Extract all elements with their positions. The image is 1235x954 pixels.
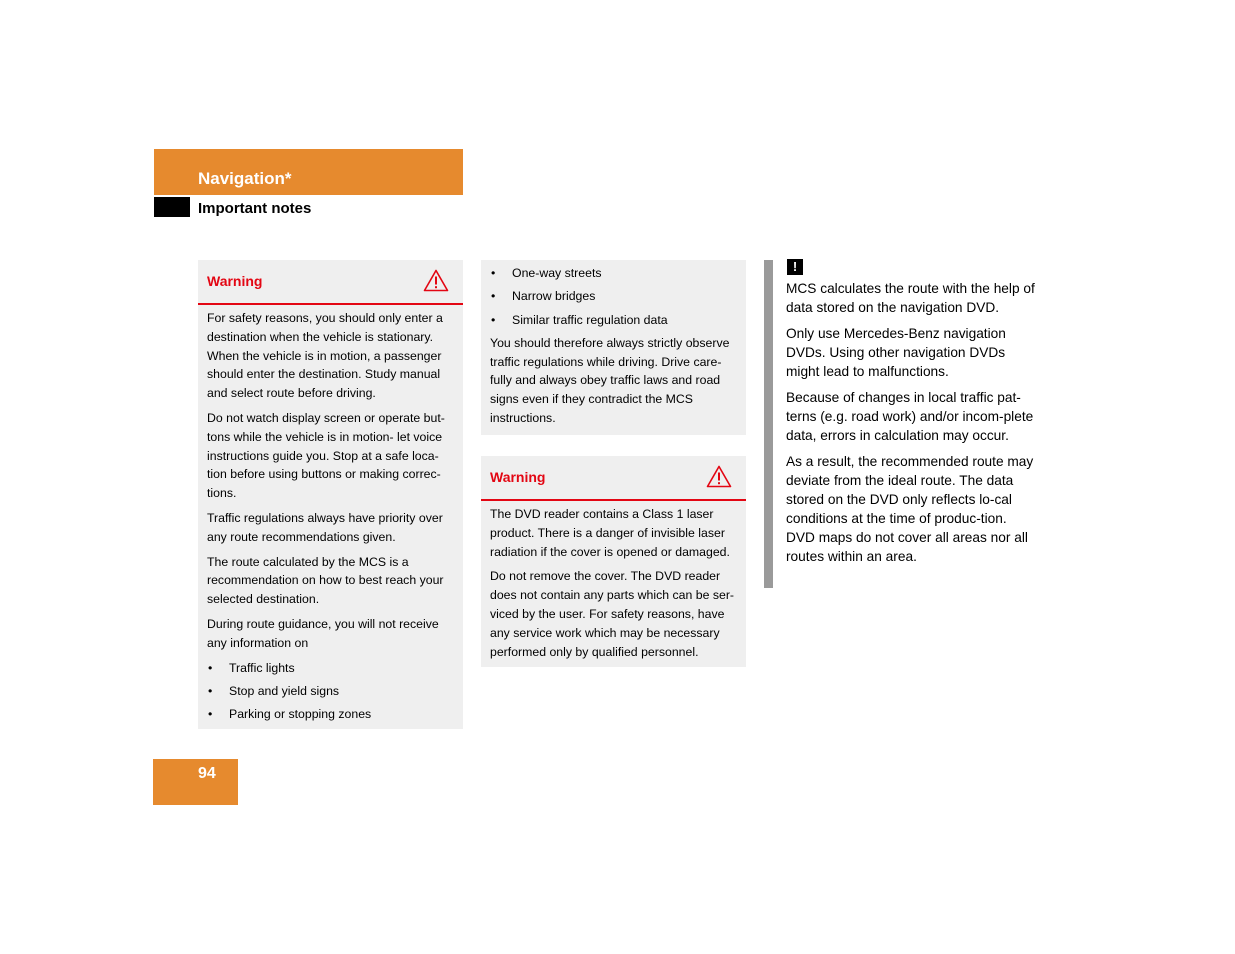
list-item — [207, 659, 454, 678]
bullet-icon: • — [491, 266, 496, 280]
bullet-icon: • — [491, 289, 496, 304]
warning-body — [481, 260, 746, 428]
note-paragraph: Because of changes in local traffic pat-terns (e.g. road work) and/or incom-plete data, errors in calculation may occur. — [786, 390, 1034, 443]
warning-header — [198, 260, 463, 305]
list-item — [490, 311, 737, 330]
page-number-box — [153, 759, 238, 805]
warning-paragraph: Do not watch display screen or operate but-tons while the vehicle is in motion- let voice instructions guide you. Stop at a safe loca-tion before using buttons or making correc-tions. — [207, 410, 445, 501]
list-item — [207, 682, 454, 701]
section-marker — [154, 197, 190, 217]
warning-box-dvd — [481, 456, 746, 667]
note-text — [786, 279, 1036, 573]
exclamation-icon: ! — [787, 259, 803, 275]
note-paragraph: As a result, the recommended route may deviate from the ideal route. The data stored on the DVD only reflects lo-cal conditions at the time of produc-tion. DVD maps do not cover all areas nor all routes within an area. — [786, 454, 1034, 564]
warning-label: Warning — [207, 273, 263, 289]
warning-paragraph: You should therefore always strictly observe traffic regulations while driving. Drive care-fully and always obey traffic laws and road signs even if they contradict the MCS instructions. — [490, 335, 730, 426]
warning-paragraph: Traffic regulations always have priority over any route recommendations given. — [207, 510, 443, 544]
page-number: 94 — [198, 765, 216, 782]
warning-triangle-icon — [706, 465, 732, 488]
list-item-label: Traffic lights — [229, 660, 295, 675]
list-item-label: Similar traffic regulation data — [512, 312, 668, 327]
bullet-list — [490, 264, 737, 329]
warning-paragraph: Do not remove the cover. The DVD reader does not contain any parts which can be ser-viced by the user. For safety reasons, have any service work which may be necessary performed only by qualified personnel. — [490, 569, 735, 659]
list-item-label: One-way streets — [512, 266, 602, 280]
warning-body — [198, 305, 463, 724]
bullet-list — [207, 659, 454, 724]
bullet-icon: • — [208, 660, 213, 675]
bullet-icon: • — [208, 683, 213, 698]
warning-paragraph: During route guidance, you will not receive any information on — [207, 616, 439, 650]
warning-box-safety — [198, 260, 463, 729]
warning-triangle-icon — [423, 269, 449, 292]
note-paragraph: MCS calculates the route with the help of data stored on the navigation DVD. — [786, 281, 1035, 315]
list-item-label: Stop and yield signs — [229, 683, 340, 698]
warning-body — [481, 501, 746, 661]
list-item — [207, 705, 454, 724]
warning-box-continued — [481, 260, 746, 435]
warning-paragraph: For safety reasons, you should only enter a destination when the vehicle is stationary. When the vehicle is in motion, a passenger should enter the destination. Study manual and select route before driving. — [207, 311, 443, 401]
list-item-label: Parking or stopping zones — [229, 707, 372, 722]
note-bar — [764, 260, 773, 588]
warning-paragraph: The route calculated by the MCS is a recommendation on how to best reach your selected destination. — [207, 554, 444, 607]
warning-header — [481, 456, 746, 501]
note-paragraph: Only use Mercedes-Benz navigation DVDs. Using other navigation DVDs might lead to malfunctions. — [786, 326, 1006, 379]
bullet-icon: • — [208, 707, 213, 722]
bullet-icon: • — [491, 312, 496, 327]
list-item — [490, 287, 737, 306]
section-title: Navigation* — [198, 169, 292, 188]
list-item — [490, 264, 737, 283]
list-item-label: Narrow bridges — [512, 289, 596, 304]
warning-label: Warning — [490, 469, 546, 485]
subsection-title: Important notes — [198, 200, 312, 217]
warning-paragraph: The DVD reader contains a Class 1 laser product. There is a danger of invisible laser radiation if the cover is opened or damaged. — [490, 507, 730, 559]
